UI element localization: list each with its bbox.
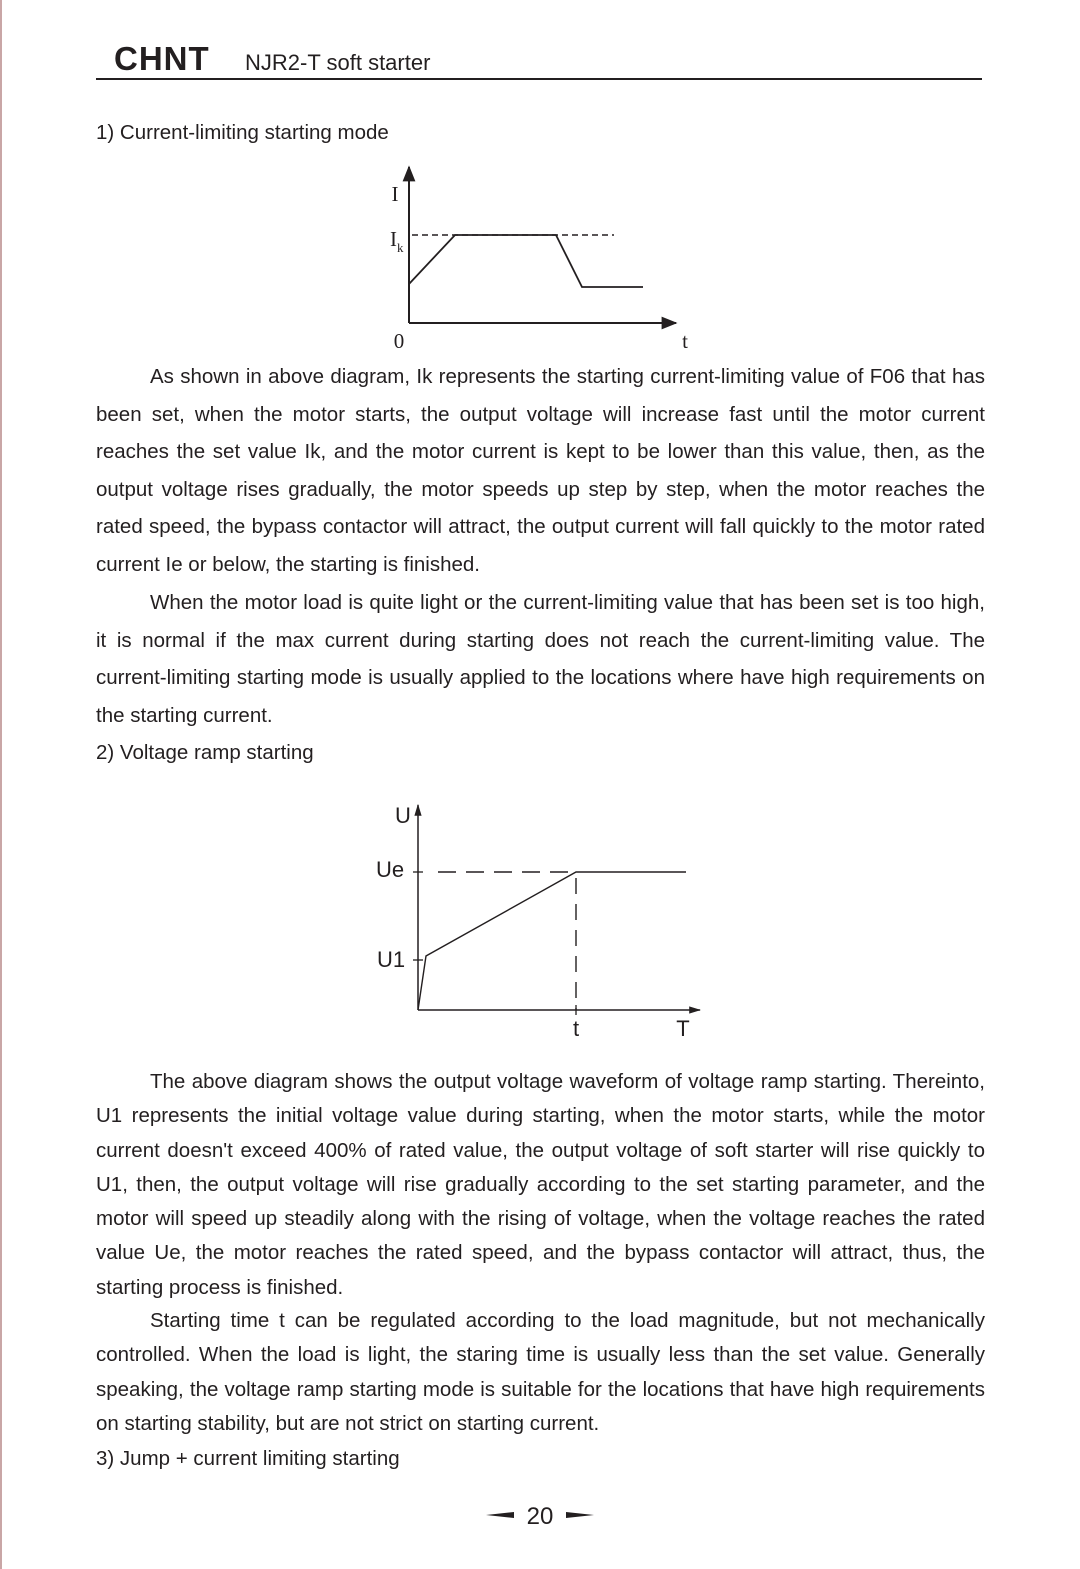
time-axis-label: t bbox=[682, 329, 688, 353]
voltage-curve bbox=[418, 872, 686, 1010]
brand-logo: CHNT bbox=[114, 40, 210, 77]
ue-label: Ue bbox=[376, 857, 405, 882]
page-number: 20 bbox=[526, 1503, 554, 1530]
page-edge bbox=[0, 0, 2, 1569]
section-2-heading: 2) Voltage ramp starting bbox=[96, 741, 314, 764]
section-2-paragraph-1: The above diagram shows the output voltage waveform of voltage ramp starting. Thereinto, U1 represents the initial voltage value during starting, when the motor starts, while the motor current doesn't exceed 400% of rated value, the output voltage of soft starter will rise quickly to U1, then, the output voltage will rise gradually according to the set starting parameter, and the motor will speed up steadily along with the rising of voltage, when the voltage reaches the rated value Ue, the motor reaches the rated speed, and the bypass contactor will attract, thus, the starting process is finished. bbox=[96, 1070, 985, 1299]
footer-right-dash bbox=[566, 1510, 594, 1520]
section-1-heading: 1) Current-limiting starting mode bbox=[96, 121, 389, 144]
product-title: NJR2-T soft starter bbox=[245, 50, 431, 75]
page-header bbox=[96, 38, 982, 80]
section-1-paragraph-1: As shown in above diagram, Ik represents the starting current-limiting value of F06 that has been set, when the motor starts, the output voltage will increase fast until the motor current reaches the set value Ik, and the motor current is kept to be lower than this value, then, as the output voltage rises gradually, the motor speeds up step by step, when the motor reaches the rated speed, the bypass contactor will attract, the output current will fall quickly to the motor rated current Ie or below, the starting is finished. bbox=[96, 365, 985, 576]
t-label: t bbox=[572, 1016, 580, 1041]
section-1-paragraph-2: When the motor load is quite light or the current-limiting value that has been set is too high, it is normal if the max current during starting does not reach the current-limiting value. The current-limiting starting mode is usually applied to the locations where have high requirements on the starting current. bbox=[96, 591, 985, 727]
section-3-heading: 3) Jump + current limiting starting bbox=[96, 1447, 400, 1470]
current-limiting-diagram bbox=[370, 165, 700, 355]
current-axis-label: I bbox=[391, 182, 399, 206]
voltage-axis-label: U bbox=[395, 803, 411, 828]
current-curve bbox=[409, 235, 643, 287]
voltage-ramp-diagram bbox=[370, 795, 710, 1045]
section-2-paragraph-2: Starting time t can be regulated according to the load magnitude, but not mechanically controlled. When the load is light, the staring time is usually less than the set value. Generally speaking, the voltage ramp starting mode is suitable for the locations that have high requirements on starting stability, but are not strict on starting current. bbox=[96, 1309, 985, 1435]
header-rule bbox=[96, 78, 982, 80]
page-footer bbox=[480, 1500, 600, 1534]
u1-label: U1 bbox=[377, 947, 406, 972]
origin-label: 0 bbox=[393, 329, 405, 353]
ik-label: $I_k$ bbox=[390, 227, 404, 255]
time-axis-label: T bbox=[676, 1016, 690, 1041]
